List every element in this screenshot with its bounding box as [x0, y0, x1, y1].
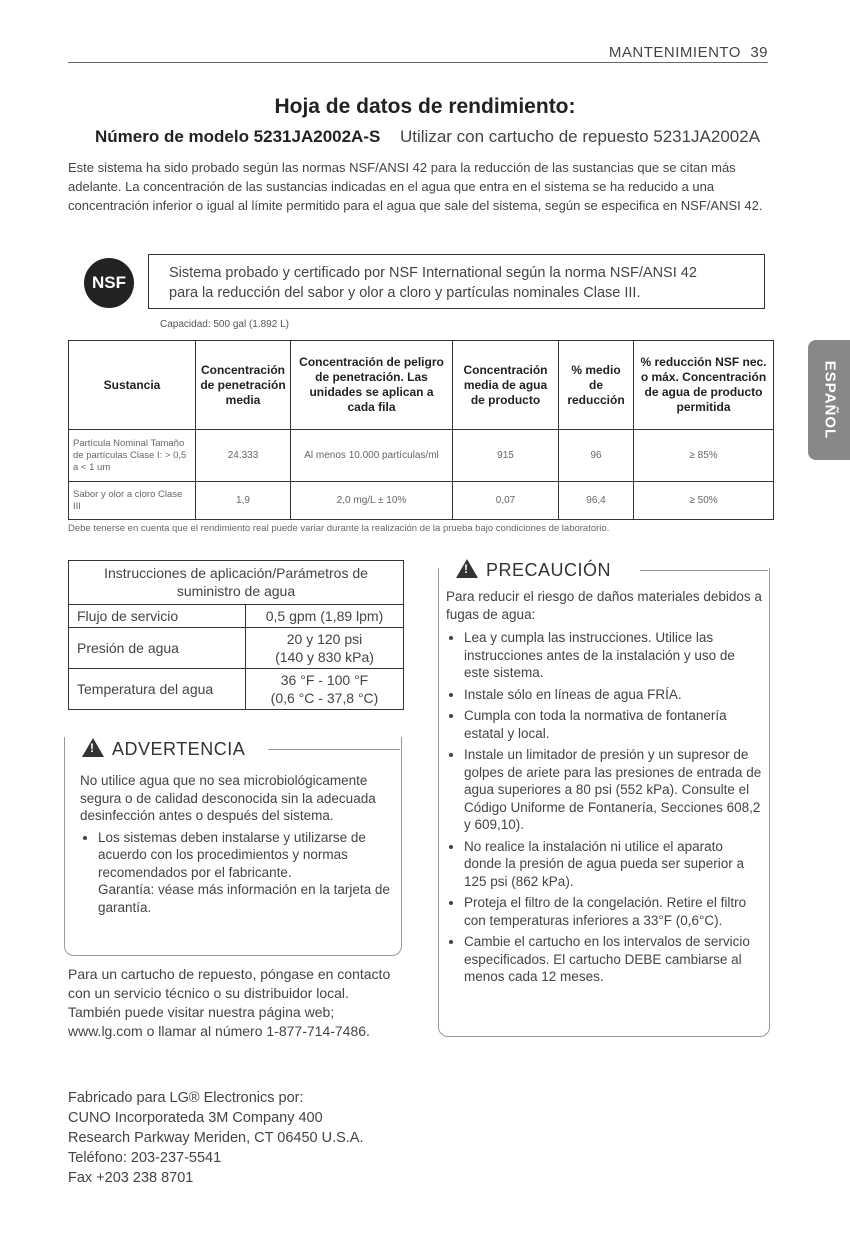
- app-label: Temperatura del agua: [69, 669, 246, 709]
- app-value-line: 0,5 gpm (1,89 lpm): [265, 608, 384, 624]
- table-cell: 96: [559, 430, 634, 482]
- contact-para-1: Para un cartucho de repuesto, póngase en contacto con un servicio técnico o su distribuidor local.: [68, 966, 391, 1001]
- list-item: • Instale sólo en líneas de agua FRÍA.: [464, 686, 764, 704]
- performance-table: [68, 340, 774, 520]
- mfg-line: Fax +203 238 8701: [68, 1170, 194, 1186]
- table-cell: 1,9: [196, 482, 291, 520]
- table-header: % reducción NSF nec. o máx. Concentración de agua de producto permitida: [634, 341, 774, 430]
- header-section: [609, 44, 768, 61]
- table-cell: 24.333: [196, 430, 291, 482]
- table-cell: 0,07: [453, 482, 559, 520]
- intro-paragraph: Este sistema ha sido probado según las normas NSF/ANSI 42 para la reducción de las sustancias que se citan más adelante. La concentración de las sustancias indicadas en el agua que entra en el sistema se ha reducido a una concentración inferior o igual al límite permitido para el agua que sale del sistema, según se especifica en NSF/ANSI 42.: [68, 160, 763, 213]
- list-item: • Cumpla con toda la normativa de fontanería estatal y local.: [464, 707, 764, 742]
- application-parameters-table: [68, 560, 404, 710]
- section-title: MANTENIMIENTO: [608, 44, 741, 61]
- warning-title: [82, 738, 245, 760]
- list-item: • Proteja el filtro de la congelación. Retire el filtro con temperaturas inferiores a 33°F (0,6°C).: [464, 894, 764, 929]
- list-item: [98, 829, 396, 917]
- app-value: [246, 605, 403, 627]
- mfg-line: Research Parkway Meriden, CT 06450 U.S.A.: [68, 1130, 364, 1146]
- table-header: Sustancia: [69, 341, 196, 430]
- table-cell: Partícula Nominal Tamaño de partículas Clase I: > 0,5 a < 1 um: [69, 430, 196, 482]
- warning-text: No utilice agua que no sea microbiológicamente segura o de calidad desconocida sin la adecuada desinfección antes o después del sistema.: [80, 773, 376, 823]
- app-label: Presión de agua: [69, 628, 246, 668]
- mfg-line: Teléfono: 203-237-5541: [68, 1150, 222, 1166]
- list-item: • No realice la instalación ni utilice el aparato donde la presión de agua pueda ser superior a 125 psi (862 kPa).: [464, 838, 764, 891]
- mfg-line: CUNO Incorporateda 3M Company 400: [68, 1110, 323, 1126]
- nsf-certification-box: [148, 254, 765, 309]
- app-value-line: (140 y 830 kPa): [275, 649, 374, 665]
- caution-title: [456, 559, 611, 581]
- app-value-line: 20 y 120 psi: [286, 631, 363, 647]
- app-label: Flujo de servicio: [69, 605, 246, 627]
- table-row: [69, 628, 403, 669]
- table-cell: 2,0 mg/L ± 10%: [291, 482, 453, 520]
- table-row: [69, 669, 403, 709]
- table-header: % medio de reducción: [559, 341, 634, 430]
- nsf-logo: [84, 258, 134, 308]
- nsf-line-1: Sistema probado y certificado por NSF International según la norma NSF/ANSI 42: [169, 265, 697, 281]
- table-cell: ≥ 85%: [634, 430, 774, 482]
- contact-para-2: También puede visitar nuestra página web; www.lg.com o llamar al número 1-877-714-7486.: [68, 1004, 370, 1039]
- warning-icon: [456, 559, 478, 578]
- app-value: [246, 628, 403, 668]
- caution-title-text: PRECAUCIÓN: [486, 560, 612, 580]
- page-number: 39: [750, 44, 768, 61]
- warning-bullet: Los sistemas deben instalarse y utilizarse de acuerdo con los procedimientos y normas recomendados por el fabricante.: [98, 829, 366, 880]
- table-cell: Sabor y olor a cloro Clase III: [69, 482, 196, 520]
- disclaimer: Debe tenerse en cuenta que el rendimiento real puede variar durante la realización de la prueba bajo condiciones de laboratorio.: [68, 523, 610, 534]
- app-table-title: Instrucciones de aplicación/Parámetros de suministro de agua: [69, 561, 403, 605]
- app-value: [246, 669, 403, 709]
- caution-body: [446, 588, 764, 990]
- warning-title-rule: [268, 749, 400, 750]
- table-row: [69, 605, 403, 628]
- list-item: • Instale un limitador de presión y un supresor de golpes de ariete para las presiones de entrada de agua superiores a 80 psi (552 kPa). Consulte el Código Uniforme de Fontanería, Secciones 608,2 y 609,10).: [464, 746, 764, 834]
- table-header: Concentración media de agua de producto: [453, 341, 559, 430]
- language-tab: [808, 340, 850, 460]
- list-item: • Cambie el cartucho en los intervalos de servicio especificados. El cartucho DEBE cambiarse al menos cada 12 meses.: [464, 933, 764, 986]
- app-value-line: 36 °F - 100 °F: [280, 672, 369, 688]
- model-number: Número de modelo 5231JA2002A-S: [95, 127, 381, 146]
- caution-intro: Para reducir el riesgo de daños materiales debidos a fugas de agua:: [446, 589, 762, 622]
- warning-icon: [82, 738, 104, 757]
- list-item: • Lea y cumpla las instrucciones. Utilice las instrucciones antes de la instalación y uso de este sistema.: [464, 629, 764, 682]
- manufacturer-info: [68, 1088, 364, 1188]
- warning-title-text: ADVERTENCIA: [112, 739, 246, 759]
- table-cell: 915: [453, 430, 559, 482]
- caution-title-rule: [640, 570, 768, 571]
- mfg-line: Fabricado para LG® Electronics por:: [68, 1090, 304, 1106]
- table-cell: Al menos 10.000 partículas/ml: [291, 430, 453, 482]
- contact-info: [68, 965, 403, 1041]
- app-value-line: (0,6 °C - 37,8 °C): [270, 690, 379, 706]
- replacement-cartridge: Utilizar con cartucho de repuesto 5231JA2002A: [400, 127, 761, 146]
- header-rule: [68, 62, 768, 63]
- nsf-line-2: para la reducción del sabor y olor a cloro y partículas nominales Clase III.: [169, 285, 641, 301]
- table-header: Concentración de penetración media: [196, 341, 291, 430]
- table-row: [69, 430, 774, 482]
- nsf-logo-text: NSF: [92, 273, 126, 292]
- warning-body: [80, 772, 396, 920]
- table-cell: ≥ 50%: [634, 482, 774, 520]
- table-header: Concentración de peligro de penetración. Las unidades se aplican a cada fila: [291, 341, 453, 430]
- warning-bullet-extra: Garantía: véase más información en la tarjeta de garantía.: [98, 882, 390, 915]
- table-cell: 96,4: [559, 482, 634, 520]
- language-tab-label: ESPAÑOL: [821, 360, 839, 440]
- page-title: Hoja de datos de rendimiento:: [274, 95, 576, 118]
- table-header-row: [69, 341, 774, 430]
- capacity: Capacidad: 500 gal (1.892 L): [160, 319, 289, 330]
- table-row: [69, 482, 774, 520]
